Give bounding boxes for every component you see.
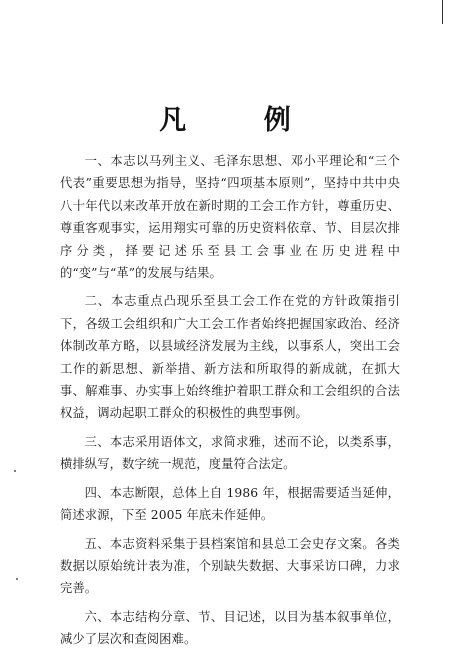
paragraph-2: 二、本志重点凸现乐至县工会工作在党的方针政策指引下，各级工会组织和广大工会工作者始终把握国家政治、经济体制改革方略，以县域经济发展为主线，以事系人，突出工会工作的新思想、新举措、新方法和所取得的新成就，在抓大事、解难事、办实事上始终维护着职工群众和工会组织的合法权益，调动起职工群众的积极性的典型事例。: [60, 294, 400, 421]
scan-edge-mark: [442, 0, 443, 24]
scan-speck: [16, 578, 18, 580]
paragraph-1: 一、本志以马列主义、毛泽东思想、邓小平理论和“三个代表”重要思想为指导，坚持“四项基本原则”，坚持中共中央八十年代以来改革开放在新时期的工会工作方针，尊重历史、尊重客观事实，运用翔实可靠的历史资料依章、节、目层次排序分类，择要记述乐至县工会事业在历史进程中的“变”与“革”的发展与结果。: [60, 154, 400, 281]
paragraph-6: 六、本志结构分章、节、目记述，以目为基本叙事单位，减少了层次和查阅困难。: [60, 609, 400, 647]
page-title: 凡 例: [159, 105, 325, 136]
scan-speck: [14, 470, 16, 472]
body-text: [60, 150, 400, 657]
paragraph-5: 五、本志资料采集于县档案馆和县总工会史存文案。各类数据以原始统计表为准，个别缺失数据、大事采访口碑，力求完善。: [60, 536, 400, 596]
paragraph-3: 三、本志采用语体文，求简求雅，述而不论，以类系事，横排纵写，数字统一规范，度量符合法定。: [60, 434, 400, 472]
paragraph-4: 四、本志断限，总体上自 1986 年，根据需要适当延伸，简述求源，下至 2005 年底未作延伸。: [60, 485, 400, 523]
